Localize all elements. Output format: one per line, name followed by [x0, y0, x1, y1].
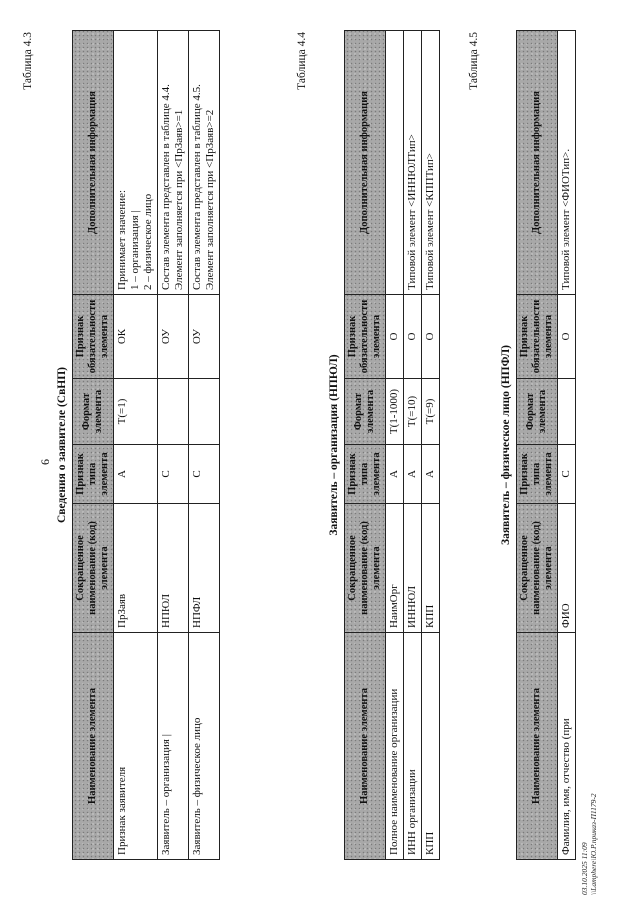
col-header-code: Сокращенное наименование (код) элемента	[73, 504, 114, 633]
col-header-format: Формат элемента	[345, 379, 386, 445]
cell-format	[558, 379, 576, 445]
cell-info	[386, 31, 404, 295]
cell-code: КПП	[422, 504, 440, 633]
document-footer	[580, 793, 598, 895]
table-row	[558, 31, 576, 860]
header-row	[73, 31, 114, 860]
cell-name: Фамилия, имя, отчество (при	[558, 633, 576, 860]
table-row	[189, 31, 220, 860]
cell-required: ОУ	[189, 295, 220, 379]
table-row	[158, 31, 189, 860]
cell-code: ИННЮЛ	[404, 504, 422, 633]
info-line: Элемент заполняется при <ПрЗаяв>=1	[173, 109, 185, 290]
cell-required: О	[558, 295, 576, 379]
col-header-info: Дополнительная информация	[517, 31, 558, 295]
col-header-info: Дополнительная информация	[345, 31, 386, 295]
table-4-5	[516, 30, 576, 860]
table-label: Таблица 4.4	[296, 32, 308, 90]
col-header-format: Формат элемента	[517, 379, 558, 445]
cell-name: Заявитель – физическое лицо	[189, 633, 220, 860]
col-header-name: Наименование элемента	[517, 633, 558, 860]
table-row	[114, 31, 158, 860]
col-header-type: Признак типа элемента	[73, 445, 114, 504]
cell-required: ОУ	[158, 295, 189, 379]
col-header-required: Признак обязательности элемента	[73, 295, 114, 379]
cell-name: Признак заявителя	[114, 633, 158, 860]
cell-required: О	[404, 295, 422, 379]
col-header-required: Признак обязательности элемента	[517, 295, 558, 379]
col-header-format: Формат элемента	[73, 379, 114, 445]
cell-type: С	[158, 445, 189, 504]
info-line: Состав элемента представлен в таблице 4.4.	[160, 84, 172, 290]
cell-type: А	[114, 445, 158, 504]
col-header-code: Сокращенное наименование (код) элемента	[517, 504, 558, 633]
footer-path: \\Lamphere\Ю.Р.приказ-П1179-2	[589, 793, 598, 895]
cell-info	[189, 31, 220, 295]
cell-code: НПЮЛ	[158, 504, 189, 633]
table-4-4	[344, 30, 440, 860]
cell-format	[189, 379, 220, 445]
header-row	[517, 31, 558, 860]
table-row	[386, 31, 404, 860]
cell-name: ИНН организации	[404, 633, 422, 860]
header-row	[345, 31, 386, 860]
info-line: Принимает значение:	[116, 189, 128, 290]
table-row	[422, 31, 440, 860]
info-line: 1 – организация |	[129, 210, 141, 290]
table-label: Таблица 4.3	[22, 32, 34, 90]
info-line: 2 – физическое лицо	[142, 193, 154, 290]
table-4-4-block	[296, 30, 440, 860]
info-line: Состав элемента представлен в таблице 4.5.	[191, 84, 203, 290]
table-caption: Заявитель – организация (НПЮЛ)	[328, 354, 340, 536]
col-header-name: Наименование элемента	[73, 633, 114, 860]
cell-info: Типовой элемент <ИННЮЛТип>	[404, 31, 422, 295]
cell-format	[158, 379, 189, 445]
cell-type: А	[422, 445, 440, 504]
table-label: Таблица 4.5	[468, 32, 480, 90]
cell-type: А	[404, 445, 422, 504]
cell-format: Т(1-1000)	[386, 379, 404, 445]
cell-code: НаимОрг	[386, 504, 404, 633]
cell-type: С	[189, 445, 220, 504]
cell-name: Заявитель – организация |	[158, 633, 189, 860]
cell-required: О	[422, 295, 440, 379]
cell-info: Типовой элемент <ФИОТип>.	[558, 31, 576, 295]
table-4-3	[72, 30, 220, 860]
cell-format: Т(=1)	[114, 379, 158, 445]
cell-info	[158, 31, 189, 295]
col-header-required: Признак обязательности элемента	[345, 295, 386, 379]
cell-format: Т(=10)	[404, 379, 422, 445]
info-line: Элемент заполняется при <ПрЗаяв>=2	[204, 109, 216, 290]
table-caption: Заявитель – физическое лицо (НПФЛ)	[500, 345, 512, 545]
cell-name: КПП	[422, 633, 440, 860]
table-caption: Сведения о заявителе (СвНП)	[56, 366, 68, 524]
cell-required: О	[386, 295, 404, 379]
footer-timestamp: 03.10.2025 11:09	[580, 842, 589, 895]
col-header-code: Сокращенное наименование (код) элемента	[345, 504, 386, 633]
cell-name: Полное наименование организации	[386, 633, 404, 860]
cell-format: Т(=9)	[422, 379, 440, 445]
cell-info: Типовой элемент <КППТип>	[422, 31, 440, 295]
cell-type: С	[558, 445, 576, 504]
col-header-type: Признак типа элемента	[517, 445, 558, 504]
cell-required: ОК	[114, 295, 158, 379]
col-header-info: Дополнительная информация	[73, 31, 114, 295]
col-header-type: Признак типа элемента	[345, 445, 386, 504]
table-4-5-block	[468, 30, 576, 860]
table-row	[404, 31, 422, 860]
cell-code: ПрЗаяв	[114, 504, 158, 633]
page-number: 6	[38, 459, 52, 465]
cell-info	[114, 31, 158, 295]
cell-code: НПФЛ	[189, 504, 220, 633]
table-4-3-block	[22, 30, 220, 860]
cell-code: ФИО	[558, 504, 576, 633]
col-header-name: Наименование элемента	[345, 633, 386, 860]
cell-type: А	[386, 445, 404, 504]
